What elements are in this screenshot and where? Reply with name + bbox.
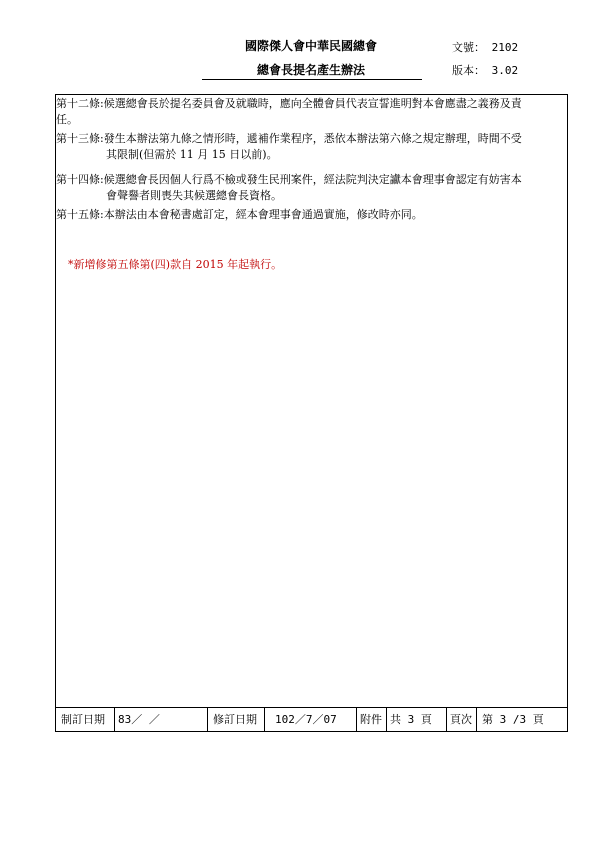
article-label: 第十二條:: [56, 97, 104, 110]
attachment-value: 共 3 頁: [387, 708, 447, 732]
document-title: 總會長提名產生辦法: [256, 63, 365, 77]
page-label: 頁次: [447, 708, 477, 732]
created-date-value: 83／ ／: [115, 708, 208, 732]
amendment-note: *新增修第五條第(四)款自 2015 年起執行。: [68, 258, 283, 271]
article-text: 候選總會長於提名委員會及就職時，應向全體會員代表宣誓進明對本會應盡之義務及責: [103, 97, 522, 110]
article-label: 第十三條:: [56, 132, 104, 145]
article-text-cont: 其限制(但需於 11 月 15 日以前)。: [106, 148, 278, 161]
article-text: 候選總會長因個人行爲不檢或發生民刑案件，經法院判決定讞本會理事會認定有妨害本: [103, 173, 522, 186]
article-text: 本辦法由本會秘書處訂定，經本會理事會通過實施，修改時亦同。: [103, 208, 423, 221]
page-value: 第 3 /3 頁: [482, 713, 544, 726]
article-text-cont: 任。: [56, 113, 78, 126]
created-date-label: 制訂日期: [55, 708, 115, 732]
org-title: 國際傑人會中華民國總會: [244, 39, 377, 53]
article-text-cont: 會聲譽者則喪失其候選總會長資格。: [106, 189, 282, 202]
title-underline: [202, 79, 422, 80]
document-number: 文號： 2102: [452, 41, 519, 54]
article-12: [56, 96, 564, 128]
article-text: 發生本辦法第九條之情形時，遞補作業程序，悉依本辦法第六條之規定辦理，時間不受: [103, 132, 522, 145]
article-14: [56, 172, 564, 204]
article-15: [56, 207, 564, 223]
article-label: 第十四條:: [56, 173, 104, 186]
article-13: [56, 131, 564, 163]
document-footer: [55, 707, 568, 732]
attachment-label: 附件: [357, 708, 387, 732]
article-label: 第十五條:: [56, 208, 104, 221]
revised-date-value: 102／7／07: [265, 708, 357, 732]
document-version: 版本： 3.02: [452, 64, 519, 77]
revised-date-label: 修訂日期: [208, 708, 265, 732]
